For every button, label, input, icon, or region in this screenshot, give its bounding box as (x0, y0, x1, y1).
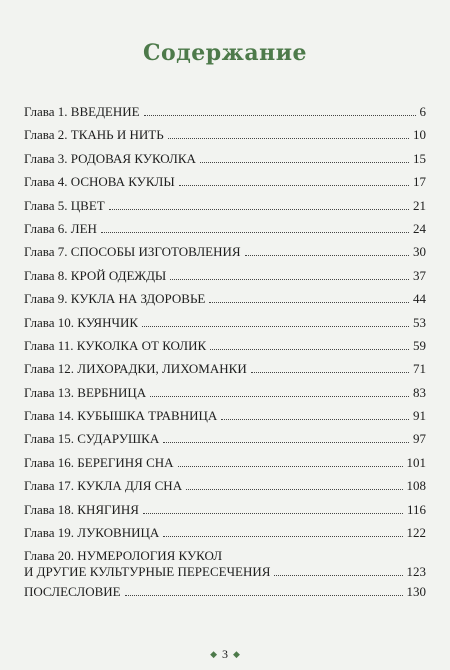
toc-entry-label: Глава 5. ЦВЕТ (24, 197, 105, 213)
toc-entry-label: Глава 10. КУЯНЧИК (24, 314, 138, 330)
toc-entry-label: Глава 11. КУКОЛКА ОТ КОЛИК (24, 337, 207, 353)
toc-entry-page: 83 (413, 384, 426, 400)
toc-entry-row (24, 151, 426, 167)
dot-leader (210, 349, 409, 350)
toc-entry-row (24, 315, 426, 331)
toc-entry-label: Глава 1. ВВЕДЕНИЕ (24, 104, 140, 119)
ornament-right-icon: ◆ (233, 648, 240, 659)
toc-entry-label: Глава 20. НУМЕРОЛОГИЯ КУКОЛ (24, 548, 223, 564)
toc-entry (24, 338, 426, 361)
table-of-contents (24, 104, 426, 608)
dot-leader (245, 255, 409, 256)
toc-entry-row (24, 198, 426, 214)
dot-leader (178, 466, 403, 467)
toc-entry-page: 44 (413, 291, 426, 307)
toc-entry-page: 122 (406, 525, 426, 541)
toc-entry-page: 17 (413, 174, 426, 190)
toc-entry-page: 37 (413, 267, 426, 283)
dot-leader (144, 115, 416, 116)
dot-leader (143, 513, 403, 514)
toc-entry-page: 53 (413, 314, 426, 330)
toc-entry-row (24, 127, 426, 143)
toc-entry-label: Глава 18. КНЯГИНЯ (24, 501, 139, 517)
toc-entry-page: 30 (413, 244, 426, 260)
toc-entry (24, 151, 426, 174)
toc-entry-label: ПОСЛЕСЛОВИЕ (24, 584, 121, 600)
toc-entry-label: Глава 8. КРОЙ ОДЕЖДЫ (24, 267, 167, 283)
toc-entry-label: Глава 19. ЛУКОВНИЦА (24, 525, 160, 541)
toc-entry-page: 15 (413, 150, 426, 166)
toc-entry-page: 101 (406, 454, 426, 470)
toc-entry-page: 59 (413, 337, 426, 353)
toc-entry-label: Глава 6. ЛЕН (24, 220, 97, 236)
toc-entry-row (24, 478, 426, 494)
toc-entry (24, 244, 426, 267)
toc-entry (24, 548, 426, 584)
toc-entry-label: Глава 16. БЕРЕГИНЯ СНА (24, 454, 174, 470)
toc-entry-page: 71 (413, 361, 426, 377)
toc-entry-row (24, 244, 426, 260)
page-number: 3 (222, 646, 228, 661)
toc-entry-label: Глава 15. СУДАРУШКА (24, 431, 160, 447)
dot-leader (179, 185, 409, 186)
toc-entry-label-continued: И ДРУГИЕ КУЛЬТУРНЫЕ ПЕРЕСЕЧЕНИЯ (24, 564, 271, 580)
dot-leader (251, 372, 409, 373)
toc-entry-row (24, 584, 426, 600)
toc-entry (24, 584, 426, 607)
toc-entry-page: 108 (406, 478, 426, 494)
toc-entry-page: 91 (413, 408, 426, 424)
toc-entry-page: 123 (406, 564, 426, 580)
toc-entry-label: Глава 17. КУКЛА ДЛЯ СНА (24, 478, 183, 494)
toc-entry-page: 6 (419, 104, 426, 119)
dot-leader (274, 575, 402, 576)
page-footer (0, 646, 450, 662)
toc-entry-row (24, 502, 426, 518)
toc-entry (24, 268, 426, 291)
toc-entry-page: 21 (413, 197, 426, 213)
dot-leader (101, 232, 409, 233)
toc-entry-label: Глава 13. ВЕРБНИЦА (24, 384, 147, 400)
ornament-left-icon: ◆ (210, 648, 217, 659)
toc-entry-row (24, 174, 426, 190)
toc-entry (24, 104, 426, 127)
dot-leader (150, 396, 409, 397)
toc-entry (24, 385, 426, 408)
toc-entry-row (24, 291, 426, 307)
toc-entry-page: 97 (413, 431, 426, 447)
toc-entry (24, 291, 426, 314)
toc-entry-row (24, 408, 426, 424)
toc-entry (24, 127, 426, 150)
toc-entry-page: 24 (413, 220, 426, 236)
toc-entry-page: 130 (406, 584, 426, 600)
toc-entry-page: 116 (406, 501, 426, 517)
toc-entry-row (24, 104, 426, 120)
dot-leader (209, 302, 409, 303)
toc-entry (24, 431, 426, 454)
toc-entry (24, 361, 426, 384)
toc-entry (24, 455, 426, 478)
toc-entry (24, 221, 426, 244)
dot-leader (168, 138, 409, 139)
toc-entry-row (24, 525, 426, 541)
toc-entry (24, 525, 426, 548)
dot-leader (200, 162, 409, 163)
toc-entry-row (24, 431, 426, 447)
toc-entry-row (24, 221, 426, 237)
toc-entry-row (24, 338, 426, 354)
toc-entry-label: Глава 9. КУКЛА НА ЗДОРОВЬЕ (24, 291, 206, 307)
contents-title: Содержание (142, 40, 308, 66)
toc-entry-row (24, 455, 426, 471)
dot-leader (109, 209, 409, 210)
toc-entry (24, 478, 426, 501)
dot-leader (163, 442, 409, 443)
dot-leader (163, 536, 402, 537)
toc-entry-label: Глава 7. СПОСОБЫ ИЗГОТОВЛЕНИЯ (24, 244, 241, 260)
toc-entry-label: Глава 14. КУБЫШКА ТРАВНИЦА (24, 408, 218, 424)
dot-leader (186, 489, 402, 490)
toc-entry-row (24, 361, 426, 377)
toc-entry-page: 10 (413, 127, 426, 143)
toc-entry-label: Глава 12. ЛИХОРАДКИ, ЛИХОМАНКИ (24, 361, 247, 377)
dot-leader (142, 326, 409, 327)
toc-entry-label: Глава 4. ОСНОВА КУКЛЫ (24, 174, 175, 190)
toc-entry (24, 408, 426, 431)
toc-entry-row (24, 564, 426, 580)
toc-entry (24, 198, 426, 221)
dot-leader (170, 279, 409, 280)
toc-entry (24, 315, 426, 338)
toc-entry-row (24, 268, 426, 284)
toc-entry (24, 174, 426, 197)
toc-entry-label: Глава 3. РОДОВАЯ КУКОЛКА (24, 150, 196, 166)
toc-entry (24, 502, 426, 525)
toc-entry-label: Глава 2. ТКАНЬ И НИТЬ (24, 127, 164, 143)
toc-entry-row (24, 385, 426, 401)
dot-leader (221, 419, 409, 420)
dot-leader (125, 595, 403, 596)
